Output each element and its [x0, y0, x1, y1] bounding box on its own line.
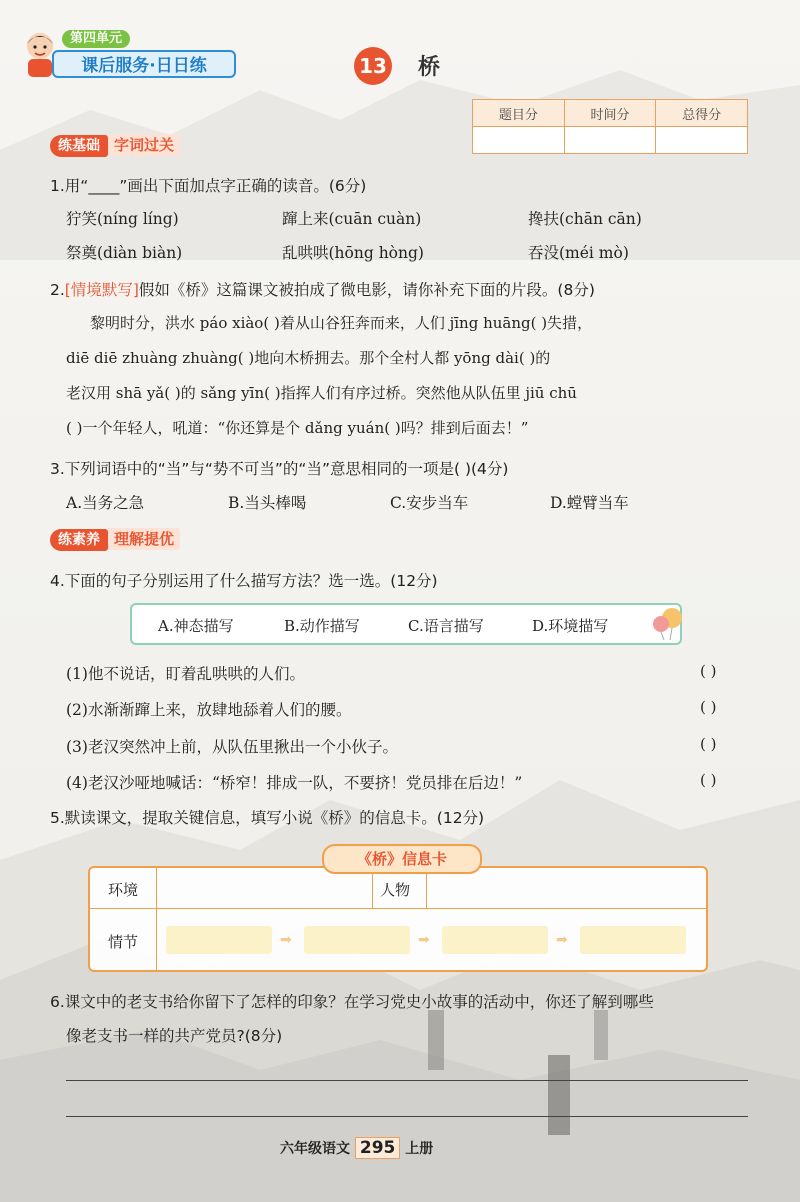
- arrow-right-icon: ➡: [418, 932, 430, 948]
- card-label-people: 人物: [380, 881, 411, 899]
- card-label-plot: 情节: [108, 933, 139, 951]
- unit-banner: 课后服务·日日练: [52, 50, 236, 78]
- q4-item: (2)水渐渐蹿上来，放肆地舔着人们的腰。: [66, 701, 352, 719]
- score-cell-total[interactable]: [656, 127, 748, 154]
- card-divider: [156, 868, 157, 908]
- arrow-right-icon: ➡: [280, 932, 292, 948]
- answer-line[interactable]: [66, 1080, 748, 1081]
- q1-item[interactable]: 狞笑(níng líng): [66, 210, 179, 228]
- lesson-number: 13: [354, 47, 392, 85]
- q4-item: (3)老汉突然冲上前，从队伍里揪出一个小伙子。: [66, 738, 398, 756]
- q4-item: (1)他不说话，盯着乱哄哄的人们。: [66, 665, 305, 683]
- q1-item[interactable]: 祭奠(diàn biàn): [66, 244, 183, 262]
- environment-field[interactable]: [246, 874, 370, 904]
- q4-answer-paren[interactable]: ( ): [700, 735, 717, 753]
- score-header-total: 总得分: [656, 100, 748, 127]
- q4-options-box: [130, 603, 682, 645]
- lesson-title: 桥: [418, 55, 441, 80]
- q2-context-tag: [情境默写]: [64, 281, 139, 299]
- answer-line[interactable]: [66, 1116, 748, 1117]
- q4-answer-paren[interactable]: ( ): [700, 698, 717, 716]
- q4-option-a: A.神态描写: [158, 617, 234, 635]
- q2-stem: 假如《桥》这篇课文被拍成了微电影，请你补充下面的片段。(8分): [138, 281, 595, 299]
- plot-field[interactable]: [442, 926, 548, 954]
- score-table: [472, 99, 748, 154]
- q3-option-a[interactable]: A.当务之急: [66, 494, 145, 512]
- q6-stem-line1: 6.课文中的老支书给你留下了怎样的印象？在学习党史小故事的活动中，你还了解到哪些: [50, 993, 654, 1011]
- q3-option-d[interactable]: D.螳臂当车: [550, 494, 629, 512]
- section-basic-pill: 练基础: [50, 135, 108, 157]
- q2-line[interactable]: 黎明时分，洪水 páo xiào( )着从山谷狂奔而来，人们 jīng huāng( )失措，: [90, 314, 593, 332]
- q4-answer-paren[interactable]: ( ): [700, 771, 717, 789]
- q1-item[interactable]: 搀扶(chān cān): [528, 210, 642, 228]
- score-cell-time[interactable]: [564, 127, 656, 154]
- page-footer: [280, 1137, 433, 1159]
- section-quality-pill: 练素养: [50, 529, 108, 551]
- score-header-time: 时间分: [564, 100, 656, 127]
- score-cell-question[interactable]: [473, 127, 565, 154]
- q4-item: (4)老汉沙哑地喊话：“桥窄！排成一队，不要挤！党员排在后边！”: [66, 774, 523, 792]
- info-card: [88, 866, 708, 972]
- footer-grade: 六年级语文: [280, 1141, 350, 1157]
- q2-number: 2.: [50, 281, 65, 299]
- info-card-title: 《桥》信息卡: [322, 844, 482, 874]
- q2-passage: [66, 306, 756, 446]
- section-quality-sub: 理解提优: [108, 528, 180, 550]
- q4-option-b: B.动作描写: [284, 617, 360, 635]
- q3-stem: 3.下列词语中的“当”与“势不可当”的“当”意思相同的一项是( )(4分): [50, 460, 509, 478]
- people-field[interactable]: [430, 874, 700, 904]
- q4-answer-paren[interactable]: ( ): [700, 662, 717, 680]
- section-quality: [50, 528, 180, 550]
- q2-line[interactable]: diē diē zhuàng zhuàng( )地向木桥拥去。那个全村人都 yōng dài( )的: [66, 349, 551, 367]
- q1-item[interactable]: 乱哄哄(hōng hòng): [282, 244, 424, 262]
- card-label-environment: 环境: [108, 881, 139, 899]
- q4-option-c: C.语言描写: [408, 617, 484, 635]
- q4-stem: 4.下面的句子分别运用了什么描写方法？选一选。(12分): [50, 572, 438, 590]
- q2-stem-row: [50, 278, 595, 300]
- plot-field[interactable]: [166, 926, 272, 954]
- footer-volume: 上册: [405, 1141, 434, 1157]
- q2-line[interactable]: 老汉用 shā yǎ( )的 sǎng yīn( )指挥人们有序过桥。突然他从队伍里 jiū chū: [66, 384, 577, 402]
- card-divider: [156, 908, 157, 970]
- q2-line[interactable]: ( )一个年轻人，吼道：“你还算是个 dǎng yuán( )吗？排到后面去！”: [66, 419, 529, 437]
- unit-tag: 第四单元: [62, 30, 130, 48]
- q1-item[interactable]: 吞没(méi mò): [528, 244, 629, 262]
- q5-stem: 5.默读课文，提取关键信息，填写小说《桥》的信息卡。(12分): [50, 809, 485, 827]
- section-basic: [50, 134, 180, 156]
- section-basic-sub: 字词过关: [108, 134, 180, 156]
- page-number: 295: [355, 1137, 401, 1159]
- q1-item[interactable]: 蹿上来(cuān cuàn): [282, 210, 422, 228]
- plot-field[interactable]: [580, 926, 686, 954]
- balloon-icon: [650, 606, 684, 644]
- q1-stem: 1.用“____”画出下面加点字正确的读音。(6分): [50, 177, 367, 195]
- q3-option-c[interactable]: C.安步当车: [390, 494, 469, 512]
- arrow-right-icon: ➡: [556, 932, 568, 948]
- q4-option-d: D.环境描写: [532, 617, 609, 635]
- card-divider: [90, 908, 706, 909]
- score-header-question: 题目分: [473, 100, 565, 127]
- card-divider: [426, 868, 427, 908]
- card-divider: [372, 868, 373, 908]
- q6-stem-line2: 像老支书一样的共产党员?(8分): [66, 1027, 283, 1045]
- plot-field[interactable]: [304, 926, 410, 954]
- q3-option-b[interactable]: B.当头棒喝: [228, 494, 307, 512]
